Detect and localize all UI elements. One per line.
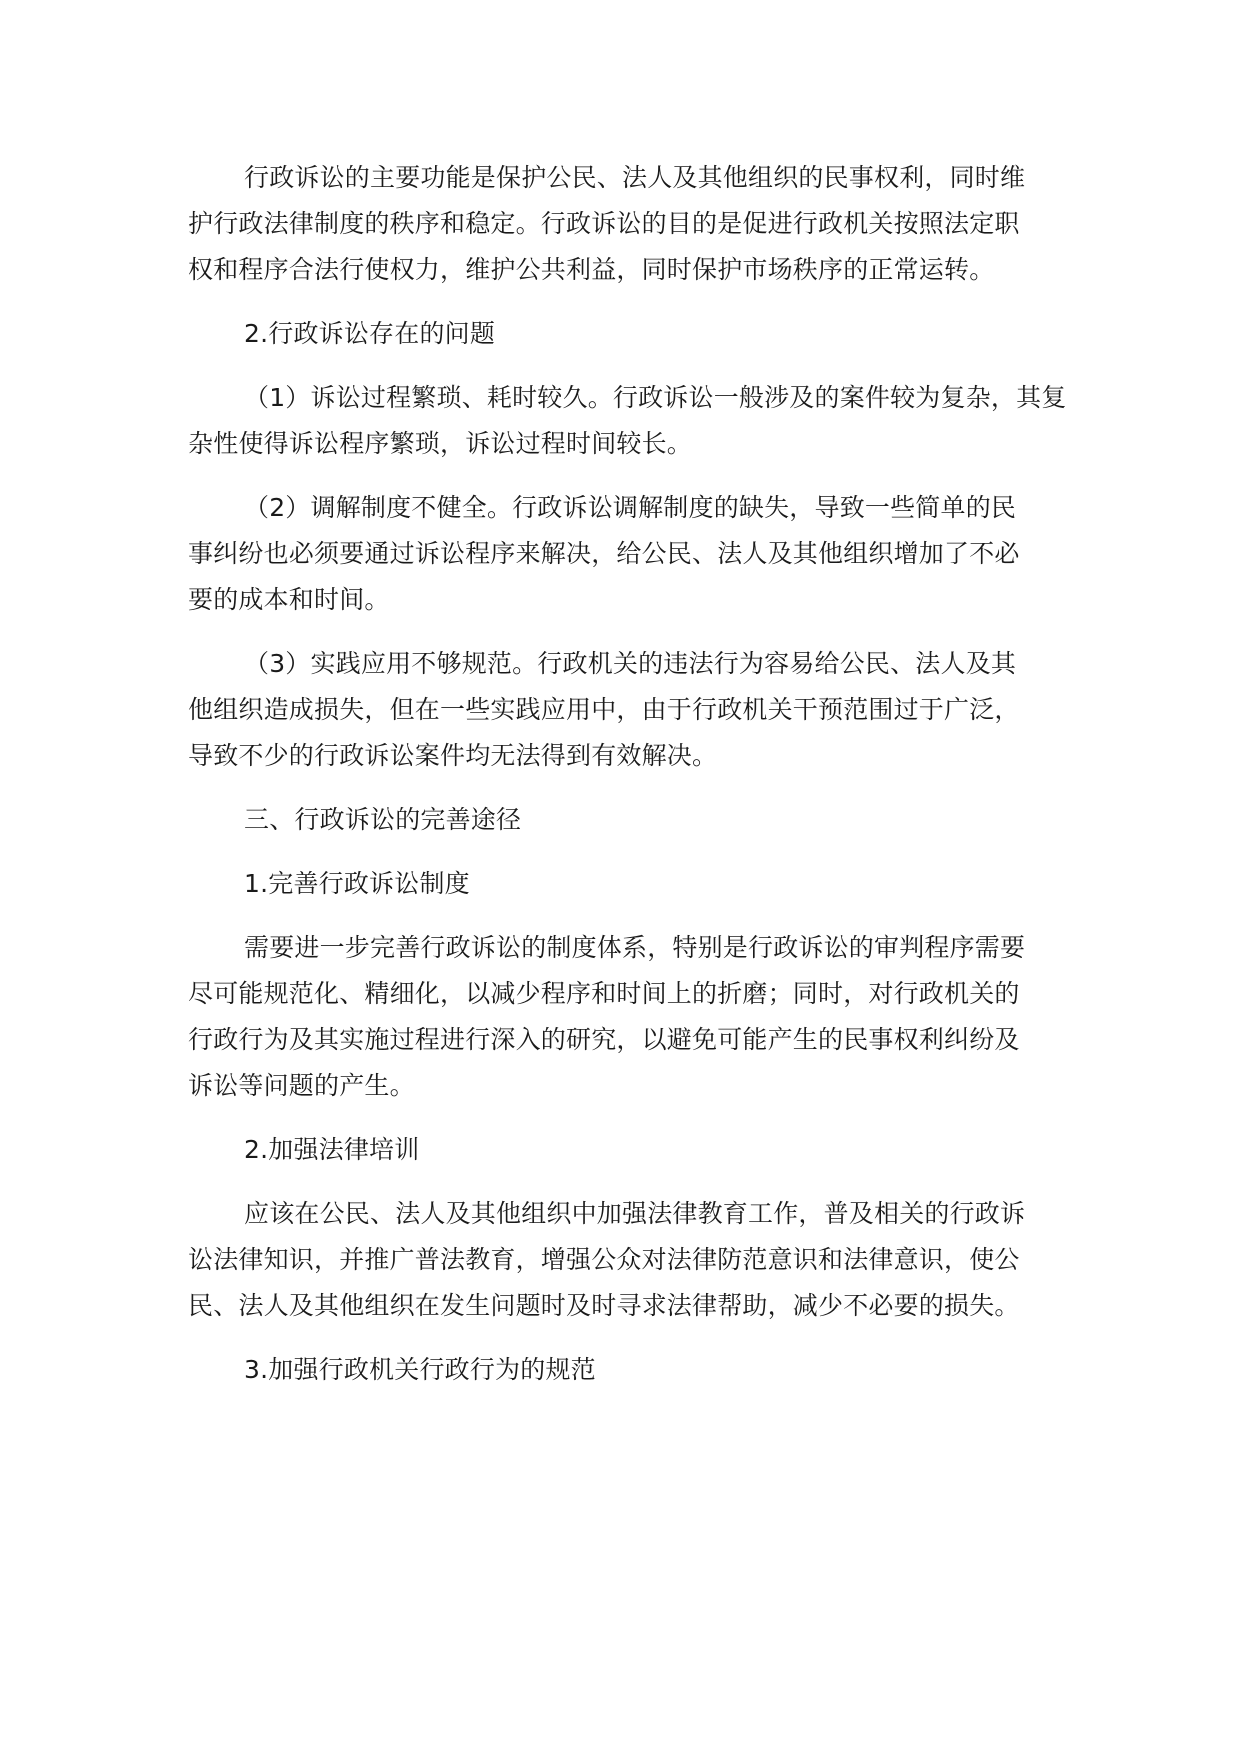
paragraph-gap bbox=[188, 1173, 1088, 1191]
paragraph-gap bbox=[188, 779, 1088, 797]
paragraph-gap bbox=[188, 623, 1088, 641]
heading-legal-training: 2.加强法律培训 bbox=[244, 1135, 420, 1164]
heading-regulate-administrative-acts: 3.加强行政机关行政行为的规范 bbox=[244, 1355, 596, 1384]
paragraph-problem-1: （1）诉讼过程繁琐、耗时较久。行政诉讼一般涉及的案件较为复杂，其复杂性使得诉讼程序繁琐，诉讼过程时间较长。 bbox=[188, 383, 1067, 458]
heading-improvement-paths: 三、行政诉讼的完善途径 bbox=[244, 805, 522, 834]
paragraph-gap bbox=[188, 1329, 1088, 1347]
paragraph-gap bbox=[188, 1109, 1088, 1127]
paragraph-gap bbox=[188, 293, 1088, 311]
heading-improve-system: 1.完善行政诉讼制度 bbox=[244, 869, 470, 898]
paragraph-gap bbox=[188, 357, 1088, 375]
paragraph-improve-system: 需要进一步完善行政诉讼的制度体系，特别是行政诉讼的审判程序需要尽可能规范化、精细化，以减少程序和时间上的折磨；同时，对行政机关的行政行为及其实施过程进行深入的研究，以避免可能产生的民事权利纠纷及诉讼等问题的产生。 bbox=[188, 933, 1026, 1100]
paragraph-legal-training: 应该在公民、法人及其他组织中加强法律教育工作，普及相关的行政诉讼法律知识，并推广普法教育，增强公众对法律防范意识和法律意识，使公民、法人及其他组织在发生问题时及时寻求法律帮助，减少不必要的损失。 bbox=[188, 1199, 1026, 1320]
heading-existing-problems: 2.行政诉讼存在的问题 bbox=[244, 319, 496, 348]
paragraph-litigation-function: 行政诉讼的主要功能是保护公民、法人及其他组织的民事权利，同时维护行政法律制度的秩序和稳定。行政诉讼的目的是促进行政机关按照法定职权和程序合法行使权力，维护公共利益，同时保护市场秩序的正常运转。 bbox=[188, 163, 1026, 284]
document-page bbox=[188, 155, 1088, 1393]
paragraph-gap bbox=[188, 907, 1088, 925]
paragraph-problem-2: （2）调解制度不健全。行政诉讼调解制度的缺失，导致一些简单的民事纠纷也必须要通过诉讼程序来解决，给公民、法人及其他组织增加了不必要的成本和时间。 bbox=[188, 493, 1020, 614]
paragraph-gap bbox=[188, 843, 1088, 861]
paragraph-gap bbox=[188, 467, 1088, 485]
paragraph-problem-3: （3）实践应用不够规范。行政机关的违法行为容易给公民、法人及其他组织造成损失，但在一些实践应用中，由于行政机关干预范围过于广泛，导致不少的行政诉讼案件均无法得到有效解决。 bbox=[188, 649, 1020, 770]
